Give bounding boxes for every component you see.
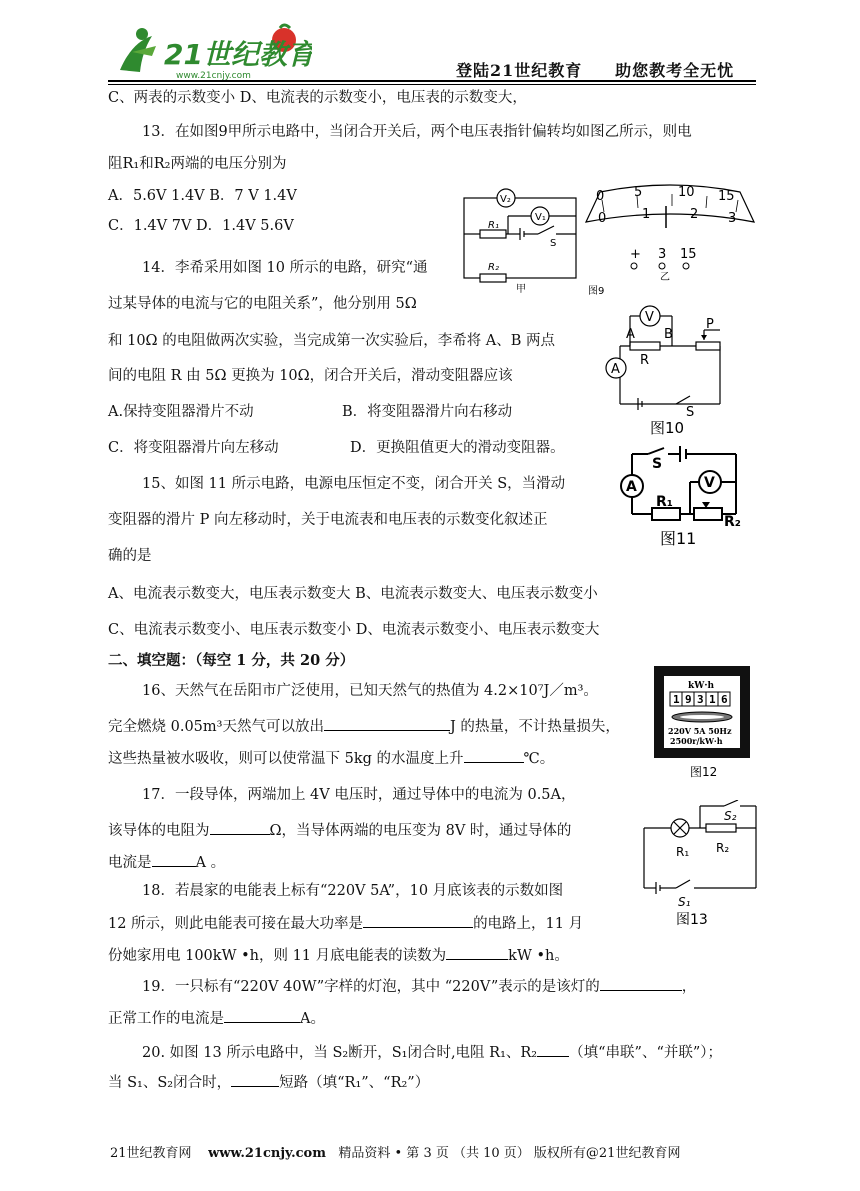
figure-12-meter xyxy=(650,664,754,780)
header-rule-thin xyxy=(108,84,756,85)
page-footer xyxy=(110,1142,680,1161)
svg-text:21世纪教育: 21世纪教育 xyxy=(164,38,312,71)
svg-text:0: 0 xyxy=(596,189,605,204)
svg-text:6: 6 xyxy=(721,693,728,706)
svg-text:V₁: V₁ xyxy=(535,212,546,223)
q20-blank-1[interactable] xyxy=(537,1042,569,1057)
figure-10 xyxy=(600,300,740,438)
svg-text:9: 9 xyxy=(685,693,692,706)
q19-blank-1[interactable] xyxy=(600,976,682,991)
svg-text:15: 15 xyxy=(680,247,697,262)
svg-text:R₂: R₂ xyxy=(488,262,499,273)
svg-text:kW·h: kW·h xyxy=(688,681,715,691)
q14-stem-3: 和 10Ω 的电阻做两次实验，当完成第一次实验后，李希将 A、B 两点 xyxy=(108,333,556,349)
svg-text:R: R xyxy=(640,353,650,368)
q16-stem-1: 16、天然气在岳阳市广泛使用，已知天然气的热值为 4.2×10⁷J／m³。 xyxy=(142,683,598,699)
svg-text:www.21cnjy.com: www.21cnjy.com xyxy=(176,71,251,81)
q16-blank-1[interactable] xyxy=(324,716,450,731)
svg-text:V: V xyxy=(645,310,654,325)
q18-stem-1: 18．若晨家的电能表上标有“220V 5A”，10 月底该表的示数如图 xyxy=(142,883,564,899)
svg-text:1: 1 xyxy=(709,693,716,706)
svg-text:15: 15 xyxy=(718,189,735,204)
svg-text:R₂: R₂ xyxy=(724,514,741,530)
svg-text:S: S xyxy=(686,405,695,420)
q15-options-cd: C、电流表示数变小、电压表示数变小 D、电流表示数变小、电压表示数变大 xyxy=(108,622,600,638)
svg-text:R₁: R₁ xyxy=(676,845,690,859)
q20-blank-2[interactable] xyxy=(231,1072,279,1087)
svg-text:S₂: S₂ xyxy=(724,809,737,823)
svg-text:5: 5 xyxy=(634,185,643,200)
q14-stem-2: 过某导体的电流与它的电阻关系”，他分别用 5Ω xyxy=(108,296,417,312)
figure-13 xyxy=(640,800,760,930)
q14-option-d: D．更换阻值更大的滑动变阻器。 xyxy=(350,440,565,456)
footer-url-link[interactable]: www.21cnjy.com xyxy=(208,1146,326,1161)
q14-stem-1: 14．李希采用如图 10 所示的电路，研究“通 xyxy=(142,260,428,276)
q14-option-a: A.保持变阻器滑片不动 xyxy=(108,404,254,420)
q14-stem-4: 间的电阻 R 由 5Ω 更换为 10Ω，闭合开关后，滑动变阻器应该 xyxy=(108,368,513,384)
svg-text:3: 3 xyxy=(697,693,704,706)
svg-text:S: S xyxy=(550,238,557,249)
site-logo[interactable] xyxy=(112,22,312,82)
figure-9 xyxy=(458,182,758,298)
svg-text:S: S xyxy=(652,456,663,472)
svg-text:V: V xyxy=(704,475,715,491)
svg-text:V₂: V₂ xyxy=(500,194,511,205)
q15-stem-1: 15、如图 11 所示电路，电源电压恒定不变，闭合开关 S，当滑动 xyxy=(142,476,566,492)
q19-stem-1: 19．一只标有“220V 40W”字样的灯泡，其中 “220V”表示的是该灯的 ， xyxy=(142,976,696,996)
q12-options-cd: C、两表的示数变小 D、电流表的示数变小，电压表的示数变大， xyxy=(108,90,527,106)
q18-blank-1[interactable] xyxy=(363,913,473,928)
q16-stem-2: 完全燃烧 0.05m³天然气可以放出 J 的热量，不计热量损失， xyxy=(108,716,620,736)
section-2-heading: 二、填空题：（每空 1 分，共 20 分） xyxy=(108,652,355,669)
svg-text:R₁: R₁ xyxy=(488,220,499,231)
q17-blank-2[interactable] xyxy=(152,852,196,867)
svg-text:3: 3 xyxy=(728,211,737,226)
slogan-right: 助您教考全无忧 xyxy=(615,61,735,80)
q13-options-cd: C．1.4V 7V D．1.4V 5.6V xyxy=(108,218,294,234)
svg-text:2: 2 xyxy=(690,207,699,222)
svg-text:2500r/kW·h: 2500r/kW·h xyxy=(670,736,723,746)
q17-stem-3: 电流是 A 。 xyxy=(108,852,225,872)
svg-text:A: A xyxy=(626,479,637,495)
q15-stem-2: 变阻器的滑片 P 向左移动时，关于电流表和电压表的示数变化叙述正 xyxy=(108,512,548,528)
svg-text:A: A xyxy=(626,327,635,342)
svg-text:220V 5A 50Hz: 220V 5A 50Hz xyxy=(668,726,732,736)
svg-text:+: + xyxy=(630,247,641,262)
svg-text:1: 1 xyxy=(642,207,651,222)
q17-stem-2: 该导体的电阻为 Ω，当导体两端的电压变为 8V 时，通过导体的 xyxy=(108,820,571,840)
q14-option-b: B．将变阻器滑片向右移动 xyxy=(342,404,513,420)
q15-options-ab: A、电流表示数变大，电压表示数变大 B、电流表示数变大、电压表示数变小 xyxy=(108,586,598,602)
footer-page-info: 精品资料 • 第 3 页 （共 10 页） 版权所有@21世纪教育网 xyxy=(338,1146,681,1161)
q18-stem-3: 份她家用电 100kW •h，则 11 月底电能表的读数为 kW •h。 xyxy=(108,945,569,965)
svg-text:A: A xyxy=(611,362,620,377)
svg-text:10: 10 xyxy=(678,185,695,200)
q20-stem-1: 20. 如图 13 所示电路中，当 S₂断开，S₁闭合时,电阻 R₁、R₂ （填“串联”、“并联”）； xyxy=(142,1042,722,1062)
svg-text:B: B xyxy=(664,327,673,342)
footer-site-name: 21世纪教育网 xyxy=(110,1146,192,1161)
svg-text:图9: 图9 xyxy=(588,286,605,297)
header-slogan xyxy=(456,58,734,81)
q17-blank-1[interactable] xyxy=(210,820,270,835)
svg-text:图13: 图13 xyxy=(676,912,708,928)
header-rule xyxy=(108,80,756,82)
svg-text:乙: 乙 xyxy=(660,272,670,283)
q13-stem-2: 阻R₁和R₂两端的电压分别为 xyxy=(108,156,287,172)
svg-text:甲: 甲 xyxy=(516,284,526,295)
q18-blank-2[interactable] xyxy=(446,945,508,960)
q14-option-c: C．将变阻器滑片向左移动 xyxy=(108,440,279,456)
q19-stem-2: 正常工作的电流是 A。 xyxy=(108,1008,325,1028)
slogan-left: 登陆21世纪教育 xyxy=(456,61,583,80)
svg-text:S₁: S₁ xyxy=(678,895,691,909)
svg-text:3: 3 xyxy=(658,247,667,262)
q15-stem-3: 确的是 xyxy=(108,548,152,564)
svg-text:0: 0 xyxy=(598,211,607,226)
q16-stem-3: 这些热量被水吸收，则可以使常温下 5kg 的水温度上升 ℃。 xyxy=(108,748,554,768)
svg-text:1: 1 xyxy=(673,693,680,706)
svg-text:R₁: R₁ xyxy=(656,494,673,510)
svg-text:图11: 图11 xyxy=(660,529,697,548)
svg-text:R₂: R₂ xyxy=(716,841,730,855)
svg-text:图10: 图10 xyxy=(650,419,685,437)
q13-options-ab: A．5.6V 1.4V B．7 V 1.4V xyxy=(108,188,297,204)
q20-stem-2: 当 S₁、S₂闭合时， 短路（填“R₁”、“R₂”） xyxy=(108,1072,429,1092)
q13-stem-1: 13．在如图9甲所示电路中，当闭合开关后，两个电压表指针偏转均如图乙所示，则电 xyxy=(142,124,692,140)
logo-graphic xyxy=(112,22,312,82)
q16-blank-2[interactable] xyxy=(464,748,524,763)
q18-stem-2: 12 所示，则此电能表可接在最大功率是 的电路上，11 月 xyxy=(108,913,583,933)
figure-11 xyxy=(618,444,758,552)
q17-stem-1: 17．一段导体，两端加上 4V 电压时，通过导体中的电流为 0.5A， xyxy=(142,787,576,803)
svg-text:P: P xyxy=(706,317,714,332)
q19-blank-2[interactable] xyxy=(224,1008,300,1023)
svg-text:图12: 图12 xyxy=(690,765,718,779)
